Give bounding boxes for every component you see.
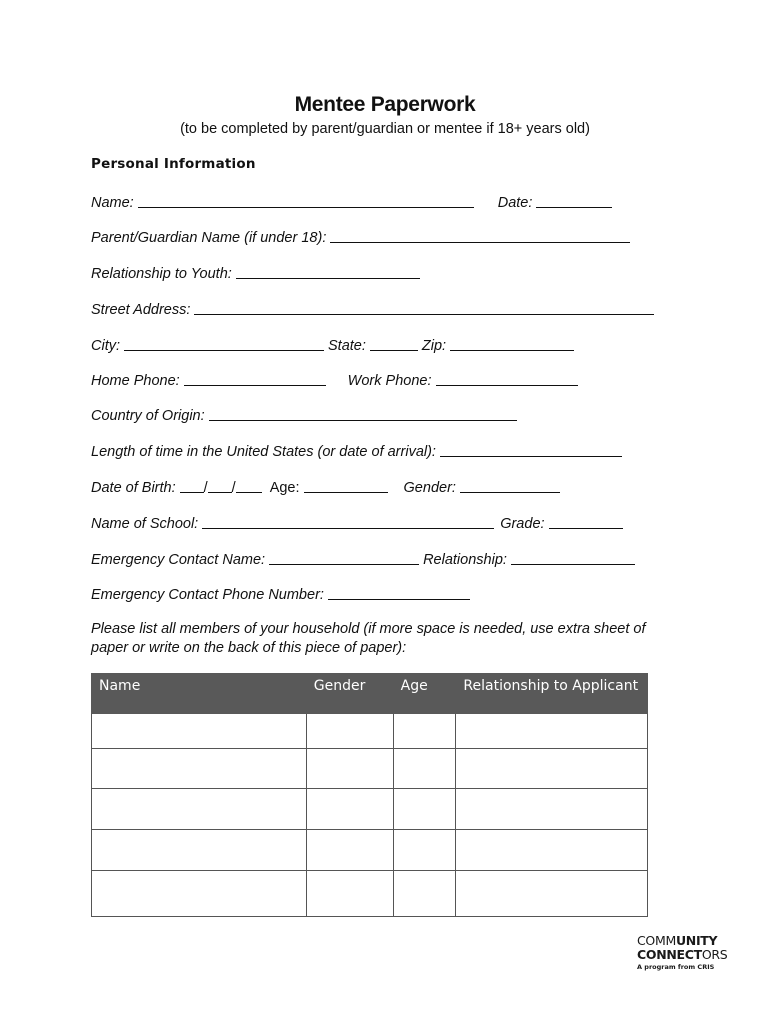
row-emergency-contact	[91, 548, 635, 568]
section-heading-personal-info: Personal Information	[91, 156, 256, 172]
dob-slash: /	[203, 480, 208, 496]
parent-guardian-label: Parent/Guardian Name (if under 18):	[91, 230, 327, 246]
cell-age[interactable]	[393, 749, 456, 789]
length-in-us-label: Length of time in the United States (or date of arrival):	[91, 444, 436, 460]
cell-name[interactable]	[92, 830, 307, 871]
age-line[interactable]	[304, 477, 388, 493]
work-phone-field[interactable]	[348, 370, 578, 389]
cell-gender[interactable]	[306, 830, 393, 871]
state-line[interactable]	[370, 335, 418, 351]
table-row	[92, 871, 648, 917]
age-label: Age:	[269, 480, 300, 496]
column-header-age: Age	[393, 674, 456, 714]
city-label: City:	[91, 338, 120, 354]
length-in-us-field[interactable]	[91, 441, 622, 460]
cell-name[interactable]	[92, 871, 307, 917]
school-label: Name of School:	[91, 516, 199, 532]
column-header-relationship: Relationship to Applicant	[456, 674, 648, 714]
emergency-name-label: Emergency Contact Name:	[91, 552, 266, 568]
row-parent	[91, 226, 630, 246]
row-city-state-zip	[91, 334, 574, 354]
gender-label: Gender:	[403, 480, 456, 496]
cell-relationship[interactable]	[456, 871, 648, 917]
cell-name[interactable]	[92, 749, 307, 789]
column-header-gender: Gender	[306, 674, 393, 714]
gender-line[interactable]	[460, 477, 560, 493]
zip-line[interactable]	[450, 335, 574, 351]
emergency-relationship-label: Relationship:	[423, 552, 507, 568]
name-line[interactable]	[138, 192, 474, 208]
logo-line-1: COMMUNITY	[637, 933, 718, 948]
date-of-birth-field[interactable]	[91, 477, 262, 496]
cell-age[interactable]	[393, 830, 456, 871]
date-label: Date:	[497, 195, 533, 211]
community-connectors-logo	[637, 934, 747, 971]
cell-relationship[interactable]	[456, 714, 648, 749]
relationship-youth-line[interactable]	[236, 263, 420, 279]
home-phone-line[interactable]	[184, 370, 326, 386]
cell-name[interactable]	[92, 789, 307, 830]
country-of-origin-line[interactable]	[209, 405, 517, 421]
city-field[interactable]	[91, 335, 324, 354]
relationship-youth-label: Relationship to Youth:	[91, 266, 232, 282]
country-of-origin-label: Country of Origin:	[91, 408, 205, 424]
row-street	[91, 298, 654, 318]
grade-label: Grade:	[500, 516, 545, 532]
cell-age[interactable]	[393, 714, 456, 749]
cell-relationship[interactable]	[456, 830, 648, 871]
row-length-in-us	[91, 440, 622, 460]
emergency-name-line[interactable]	[269, 549, 419, 565]
dob-year-line[interactable]	[236, 477, 262, 493]
household-table	[91, 673, 648, 917]
row-relationship-youth	[91, 262, 420, 282]
row-emergency-phone	[91, 583, 470, 603]
length-in-us-line[interactable]	[440, 441, 622, 457]
row-dob-age-gender	[91, 476, 560, 496]
cell-age[interactable]	[393, 871, 456, 917]
grade-line[interactable]	[549, 513, 623, 529]
street-address-label: Street Address:	[91, 302, 191, 318]
state-label: State:	[328, 338, 366, 354]
cell-name[interactable]	[92, 714, 307, 749]
street-address-field[interactable]	[91, 299, 654, 318]
grade-field[interactable]	[500, 513, 622, 532]
household-instructions: Please list all members of your household (if more space is needed, use extra sheet of paper or write on the back of this piece of paper):	[91, 621, 646, 656]
page-subtitle: (to be completed by parent/guardian or mentee if 18+ years old)	[180, 121, 590, 137]
household-table-header	[92, 674, 648, 714]
column-header-name: Name	[92, 674, 307, 714]
age-field[interactable]	[270, 477, 388, 496]
logo-tagline: A program from CRIS	[637, 963, 715, 971]
logo-line-2: CONNECTORS	[637, 947, 728, 962]
date-field[interactable]	[498, 192, 613, 211]
date-line[interactable]	[536, 192, 612, 208]
home-phone-label: Home Phone:	[91, 373, 180, 389]
parent-guardian-line[interactable]	[330, 227, 630, 243]
street-address-line[interactable]	[194, 299, 654, 315]
gender-field[interactable]	[404, 477, 560, 496]
date-of-birth-label: Date of Birth:	[91, 480, 176, 496]
cell-relationship[interactable]	[456, 789, 648, 830]
home-phone-field[interactable]	[91, 370, 326, 389]
emergency-phone-line[interactable]	[328, 584, 470, 600]
table-row	[92, 749, 648, 789]
emergency-name-field[interactable]	[91, 549, 419, 568]
row-country	[91, 404, 517, 424]
table-row	[92, 714, 648, 749]
cell-relationship[interactable]	[456, 749, 648, 789]
parent-guardian-field[interactable]	[91, 227, 630, 246]
name-field[interactable]	[91, 192, 474, 211]
name-label: Name:	[91, 195, 134, 211]
dob-slash: /	[231, 480, 236, 496]
row-school-grade	[91, 512, 623, 532]
emergency-phone-field[interactable]	[91, 584, 470, 603]
city-line[interactable]	[124, 335, 324, 351]
row-phones	[91, 369, 578, 389]
work-phone-label: Work Phone:	[347, 373, 432, 389]
country-of-origin-field[interactable]	[91, 405, 517, 424]
relationship-youth-field[interactable]	[91, 263, 420, 282]
school-field[interactable]	[91, 513, 494, 532]
work-phone-line[interactable]	[436, 370, 578, 386]
school-line[interactable]	[202, 513, 494, 529]
table-row	[92, 830, 648, 871]
emergency-relationship-field[interactable]	[423, 549, 635, 568]
zip-label: Zip:	[421, 338, 447, 354]
dob-month-line[interactable]	[180, 477, 204, 493]
table-row	[92, 789, 648, 830]
emergency-relationship-line[interactable]	[511, 549, 635, 565]
dob-day-line[interactable]	[208, 477, 232, 493]
cell-gender[interactable]	[306, 714, 393, 749]
page-title: Mentee Paperwork	[294, 93, 476, 116]
zip-field[interactable]	[422, 335, 574, 354]
cell-age[interactable]	[393, 789, 456, 830]
cell-gender[interactable]	[306, 789, 393, 830]
state-field[interactable]	[328, 335, 418, 354]
row-name-date	[91, 191, 612, 211]
emergency-phone-label: Emergency Contact Phone Number:	[91, 587, 324, 603]
cell-gender[interactable]	[306, 871, 393, 917]
cell-gender[interactable]	[306, 749, 393, 789]
